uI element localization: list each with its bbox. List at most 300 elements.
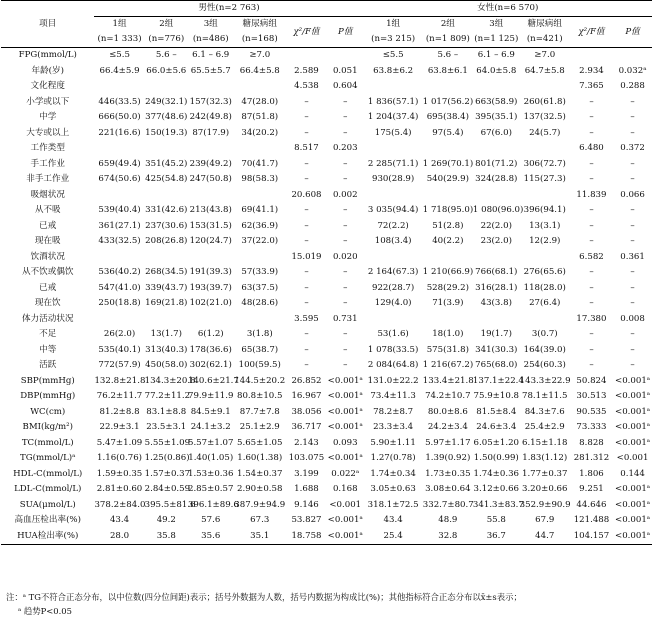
male-value: 13(1.7) [150, 329, 182, 340]
row-label: 大专或以上 [26, 127, 70, 138]
male-p: – [343, 236, 348, 247]
female-value: 1.83(1.12) [522, 453, 568, 464]
male-p: – [343, 360, 348, 371]
row-label: TC(mmol/L) [21, 437, 74, 448]
male-value: 87(17.9) [192, 127, 230, 138]
male-p: 0.020 [332, 251, 358, 262]
female-value: 24.6±3.4 [476, 422, 517, 433]
male-value: 772(57.9) [98, 360, 141, 371]
male-value [94, 312, 144, 328]
row-label: 已戒 [39, 220, 57, 231]
female-value [363, 141, 422, 157]
male-stat: 15.019 [291, 251, 322, 262]
female-value: 80.0±8.6 [427, 406, 468, 417]
male-value: 35.6 [188, 529, 234, 545]
female-stat: 30.513 [576, 391, 607, 402]
table-row [1, 482, 652, 498]
female-value: 3.05±0.63 [370, 484, 416, 495]
female-p: <0.001ᵃ [615, 422, 651, 433]
male-value: 237(30.6) [145, 220, 188, 231]
female-value: 6.15±1.18 [521, 437, 568, 448]
female-value: 5.6 – [437, 50, 459, 61]
male-value: 5.47±1.09 [96, 437, 143, 448]
male-value: 22.9±3.1 [99, 422, 140, 433]
female-p: – [630, 220, 635, 231]
male-value: 150(19.3) [145, 127, 188, 138]
male-value: 81.2±8.8 [99, 406, 140, 417]
male-value: 57.6 [201, 515, 221, 526]
male-value [234, 141, 286, 157]
female-value: 306(72.7) [523, 158, 566, 169]
header-row-2 [1, 17, 652, 33]
female-value: 395(35.1) [475, 112, 518, 123]
row-label: 从不吸 [34, 205, 61, 216]
female-p: 0.288 [620, 81, 645, 92]
male-value: 425(54.8) [145, 174, 188, 185]
female-value: 3.20±0.66 [521, 484, 568, 495]
female-value: 341(30.3) [475, 344, 518, 355]
footnote-line-1: 注：ᵃ TG不符合正态分布，以中位数(四分位间距)表示；括号外数据为人数，括号内数据为构成比(%)；其他指标符合正态分布以x̄±s表示； [6, 592, 522, 602]
female-value [473, 250, 520, 266]
male-value [145, 141, 188, 157]
female-value: 115(27.3) [523, 174, 566, 185]
male-p-header: P值 [327, 17, 363, 48]
female-stat: 121.488 [573, 515, 610, 526]
female-value: 23(2.0) [480, 236, 512, 247]
male-value: 49.2 [156, 515, 176, 526]
female-value: 18(1.0) [432, 329, 464, 340]
female-value [423, 188, 473, 204]
female-p: – [630, 344, 635, 355]
row-label: DBP(mmHg) [20, 391, 76, 402]
male-stat: 2.143 [294, 437, 319, 448]
male-p: 0.604 [332, 81, 358, 92]
female-stat: 6.582 [579, 251, 604, 262]
female-stat: – [589, 236, 594, 247]
female-p: <0.001ᵃ [613, 529, 652, 545]
female-value: 131.0±22.2 [367, 375, 419, 386]
male-value: 1.57±0.37 [144, 468, 191, 479]
male-stat: – [304, 236, 309, 247]
female-stat: 104.157 [570, 529, 613, 545]
female-value: 1 216(67.2) [422, 360, 474, 371]
table-row [1, 110, 652, 126]
male-value: 5.57±1.07 [187, 437, 234, 448]
female-value: 25.4±2.9 [524, 422, 565, 433]
male-value: 539(40.4) [98, 205, 141, 216]
female-stat: 8.828 [579, 437, 604, 448]
female-value: ≥7.0 [534, 50, 556, 61]
female-value [423, 141, 473, 157]
male-p: – [343, 96, 348, 107]
male-value: 77.2±11.2 [144, 391, 191, 402]
female-stat: 73.333 [576, 422, 607, 433]
female-value: 48.9 [438, 515, 458, 526]
footnote-line-2: ᵃ 趋势P<0.05 [18, 606, 72, 616]
female-value: 129(4.0) [374, 298, 412, 309]
male-value [188, 188, 234, 204]
male-p: <0.001ᵃ [327, 375, 363, 386]
row-label: 吸烟状况 [30, 189, 65, 200]
male-value: 23.5±3.1 [146, 422, 187, 433]
male-value: 63(37.5) [241, 282, 279, 293]
female-value: 1.73±0.35 [425, 468, 471, 479]
row-label: FPG(mmol/L) [18, 50, 77, 61]
female-value: 78.1±11.5 [521, 391, 568, 402]
female-p: – [630, 298, 635, 309]
female-value: 1.74±0.36 [473, 468, 520, 479]
female-value: 23.3±3.4 [373, 422, 414, 433]
table-row [1, 529, 652, 545]
male-p: – [343, 174, 348, 185]
female-stat: 90.535 [576, 406, 607, 417]
male-value: 536(40.2) [98, 267, 141, 278]
male-count-dm: (n=168) [234, 32, 286, 48]
female-stat: 11.839 [576, 189, 607, 200]
male-value: 1.54±0.37 [237, 468, 283, 479]
female-stat: – [589, 360, 594, 371]
male-stat: – [304, 158, 309, 169]
female-value [423, 250, 473, 266]
male-group-dm: 糖尿病组 [242, 19, 277, 30]
female-value [363, 79, 422, 95]
row-label: 现在饮 [34, 298, 61, 309]
female-value: 36.7 [473, 529, 520, 545]
male-value: 65.5±5.7 [190, 65, 231, 76]
male-stat: 103.075 [288, 453, 325, 464]
female-value: 84.3±7.6 [524, 406, 565, 417]
female-value: 540(29.9) [426, 174, 469, 185]
female-value: 276(65.6) [523, 267, 566, 278]
female-value [520, 250, 570, 266]
row-label: 中等 [39, 344, 57, 355]
row-label: TG(mmol/L)ᵃ [20, 453, 76, 464]
male-value: 1.60(1.38) [237, 453, 283, 464]
male-value: 377(48.6) [145, 112, 188, 123]
male-value: 450(58.0) [145, 360, 188, 371]
female-group-3: 3组 [489, 19, 504, 30]
male-value: 5.65±1.05 [237, 437, 283, 448]
female-value: 318.1±72.5 [367, 499, 419, 510]
male-value: 84.5±9.1 [190, 406, 231, 417]
female-value: 32.8 [423, 529, 473, 545]
male-stat: – [304, 127, 309, 138]
male-stat: 38.056 [291, 406, 322, 417]
male-value: 140.6±21.7 [187, 375, 239, 386]
row-label: WC(cm) [30, 406, 66, 417]
table-row [1, 141, 652, 157]
male-value [94, 141, 144, 157]
male-value: 221(16.6) [98, 127, 141, 138]
male-value: 178(36.6) [189, 344, 232, 355]
male-group-1: 1组 [112, 19, 127, 30]
female-value: 44.7 [520, 529, 570, 545]
female-value: 43.4 [383, 515, 403, 526]
male-value: 69(41.1) [241, 205, 279, 216]
male-value [145, 79, 188, 95]
male-stat: 16.967 [291, 391, 322, 402]
male-value: 5.6 – [155, 50, 177, 61]
male-value: 6.1 – 6.9 [192, 50, 230, 61]
female-value: 1.50(0.99) [473, 453, 519, 464]
female-stat: 1.806 [579, 468, 604, 479]
female-p: <0.001ᵃ [615, 437, 651, 448]
male-count-1: (n=1 333) [94, 32, 144, 48]
male-value: 250(18.8) [98, 298, 141, 309]
male-p: – [343, 158, 348, 169]
female-p: <0.001 [616, 453, 649, 464]
female-p: – [630, 236, 635, 247]
female-p: <0.001ᵃ [615, 515, 651, 526]
male-value: 79.9±11.9 [187, 391, 234, 402]
male-p: – [343, 344, 348, 355]
female-p: 0.066 [620, 189, 645, 200]
male-stat: 20.608 [291, 189, 322, 200]
row-label: SUA(μmol/L) [19, 499, 76, 510]
table-row [1, 420, 652, 436]
table-row [1, 451, 652, 467]
row-label: 工作类型 [30, 143, 65, 154]
male-value [188, 312, 234, 328]
female-stat: 2.934 [579, 65, 604, 76]
female-value: ≤5.5 [382, 50, 404, 61]
male-value: 331(42.6) [145, 205, 188, 216]
table-row [1, 265, 652, 281]
male-value [234, 79, 286, 95]
female-value: 67.9 [535, 515, 555, 526]
female-value: 1 017(56.2) [422, 96, 474, 107]
female-count-3: (n=1 125) [473, 32, 520, 48]
female-value: 64.0±5.8 [476, 65, 517, 76]
male-value: 169(21.8) [145, 298, 188, 309]
male-p: 0.168 [332, 484, 358, 495]
male-count-3: (n=486) [188, 32, 234, 48]
male-value: 191(39.3) [189, 267, 232, 278]
male-value: 67.3 [250, 515, 270, 526]
male-value: 351(45.2) [145, 158, 188, 169]
female-stat: 281.312 [573, 453, 610, 464]
female-value: 575(31.8) [426, 344, 469, 355]
female-value: 27(6.4) [529, 298, 561, 309]
male-p: – [343, 267, 348, 278]
row-label: 小学或以下 [26, 96, 70, 107]
female-stat: – [589, 329, 594, 340]
table-row [1, 467, 652, 483]
female-value: 53(1.6) [377, 329, 409, 340]
female-p: 0.008 [620, 313, 645, 324]
male-stat: 4.538 [294, 81, 319, 92]
male-value: 83.1±8.8 [146, 406, 187, 417]
male-value: 433(32.5) [98, 236, 141, 247]
female-stat: 50.824 [576, 375, 607, 386]
table-row [1, 126, 652, 142]
male-stat: 3.595 [294, 313, 319, 324]
female-value: 74.2±10.7 [425, 391, 471, 402]
male-stat [286, 48, 327, 64]
row-label: 活跃 [39, 360, 57, 371]
female-value: 3 035(94.4) [367, 205, 419, 216]
male-p: 0.051 [332, 65, 358, 76]
female-count-dm: (n=421) [520, 32, 570, 48]
female-value: 3.08±0.64 [425, 484, 471, 495]
male-value: 247(50.8) [189, 174, 232, 185]
female-p: – [630, 158, 635, 169]
male-value: 249(32.1) [145, 96, 188, 107]
male-value: 34(20.2) [241, 127, 279, 138]
male-value: 28.0 [94, 529, 144, 545]
male-value [234, 312, 286, 328]
row-label: BMI(kg/m²) [22, 422, 73, 433]
male-p [327, 48, 363, 64]
male-chi-header: χ²/F值 [286, 17, 327, 48]
male-value [145, 312, 188, 328]
female-p: – [630, 112, 635, 123]
female-value: 55.8 [486, 515, 506, 526]
female-p: <0.001ᵃ [615, 484, 651, 495]
male-value: 239(49.2) [189, 158, 232, 169]
male-stat: – [304, 267, 309, 278]
female-value [423, 79, 473, 95]
male-value: 5.55±1.09 [144, 437, 191, 448]
male-value: 134.3±20.8 [144, 375, 196, 386]
row-label: 体力活动状况 [21, 313, 74, 324]
male-value [234, 250, 286, 266]
female-value: 118(28.0) [523, 282, 566, 293]
male-value: 547(41.0) [98, 282, 141, 293]
male-value: 535(40.1) [98, 344, 141, 355]
female-stat: 9.251 [579, 484, 604, 495]
table-row [1, 513, 652, 529]
female-value: 3(0.7) [531, 329, 558, 340]
row-label: 年龄(岁) [31, 65, 64, 76]
female-value: 75.9±10.8 [473, 391, 520, 402]
female-value: 72(2.2) [377, 220, 409, 231]
table-row [1, 327, 652, 343]
row-label: 现在吸 [34, 236, 61, 247]
female-p: <0.001ᵃ [615, 391, 651, 402]
female-p: <0.001ᵃ [615, 375, 651, 386]
table-row [1, 79, 652, 95]
female-value: 766(68.1) [475, 267, 518, 278]
female-group-dm: 糖尿病组 [527, 19, 562, 30]
male-stat: 53.827 [291, 515, 322, 526]
male-value: 242(49.8) [189, 112, 232, 123]
male-value: 302(62.1) [189, 360, 232, 371]
table-row [1, 95, 652, 111]
male-value: 26(2.0) [103, 329, 136, 340]
male-value: 157(32.3) [189, 96, 232, 107]
male-value: 213(43.8) [189, 205, 232, 216]
male-p: 0.093 [332, 437, 358, 448]
female-value: 2 164(67.3) [367, 267, 419, 278]
male-stat: – [304, 360, 309, 371]
male-value: ≤5.5 [109, 50, 130, 61]
row-label: 中学 [39, 112, 57, 123]
female-value [473, 312, 520, 328]
male-value: 25.1±2.9 [239, 422, 280, 433]
female-value: 5.97±1.17 [425, 437, 471, 448]
female-stat: – [589, 298, 594, 309]
row-label: 已戒 [39, 282, 57, 293]
male-value: 87.7±7.8 [239, 406, 280, 417]
male-p: 0.731 [332, 313, 358, 324]
male-value: 208(26.8) [145, 236, 188, 247]
male-value: 65(38.7) [241, 344, 279, 355]
female-value: 24(5.7) [529, 127, 561, 138]
male-value: 6(1.2) [197, 329, 224, 340]
male-value [94, 79, 144, 95]
male-stat: – [304, 344, 309, 355]
row-label: HDL-C(mmol/L) [13, 468, 83, 479]
female-value: 1 836(57.1) [367, 96, 419, 107]
male-value: 48(28.6) [241, 298, 279, 309]
male-value: 2.90±0.58 [237, 484, 283, 495]
female-value: 1 080(96.0) [472, 205, 524, 216]
female-stat: 44.646 [576, 499, 607, 510]
row-label: 手工作业 [30, 158, 65, 169]
female-p [613, 48, 652, 64]
female-value: 316(28.1) [475, 282, 518, 293]
male-value: 100(59.5) [238, 360, 281, 371]
female-value: 22(2.0) [480, 220, 512, 231]
row-label: LDL-C(mmol/L) [14, 484, 82, 495]
female-value: 1 078(33.5) [367, 344, 419, 355]
male-value: 313(40.3) [145, 344, 188, 355]
male-value [145, 250, 188, 266]
male-value: 66.4±5.9 [99, 65, 140, 76]
female-value: 12(2.9) [529, 236, 561, 247]
male-value: 70(41.7) [241, 158, 279, 169]
row-label: 非手工作业 [26, 174, 70, 185]
male-value: 62(36.9) [241, 220, 279, 231]
female-value: 71(3.9) [432, 298, 464, 309]
table-row [1, 203, 652, 219]
male-stat: – [304, 220, 309, 231]
female-value: 1.77±0.37 [521, 468, 568, 479]
female-p: <0.001ᵃ [615, 406, 651, 417]
male-value: 1.59±0.35 [96, 468, 143, 479]
female-p: <0.001ᵃ [615, 499, 651, 510]
female-chi-header: χ²/F值 [570, 17, 613, 48]
female-value: 6.05±1.20 [473, 437, 520, 448]
male-value: 1.53±0.36 [187, 468, 234, 479]
table-footnote [6, 590, 646, 618]
female-stat: – [589, 344, 594, 355]
male-stat: – [304, 205, 309, 216]
male-value: 659(49.4) [98, 158, 141, 169]
male-value: 47(28.0) [241, 96, 279, 107]
male-value: 1.40(1.05) [188, 453, 234, 464]
female-value [520, 312, 570, 328]
female-value [363, 188, 422, 204]
male-value: 396.1±89.6 [187, 499, 239, 510]
male-value: 87(51.8) [241, 112, 279, 123]
header-row-1 [1, 1, 652, 17]
male-p: – [343, 205, 348, 216]
male-p: <0.001ᵃ [327, 515, 363, 526]
female-value: 137.1±22.4 [472, 375, 524, 386]
female-value: 254(60.3) [523, 360, 566, 371]
male-group-3: 3组 [203, 19, 218, 30]
male-value: 378.2±84.0 [94, 499, 146, 510]
female-value: 324(28.8) [475, 174, 518, 185]
female-value: 78.2±8.7 [373, 406, 414, 417]
female-p-header: P值 [613, 17, 652, 48]
female-value: 1 718(95.0) [422, 205, 474, 216]
female-value: 43(3.8) [480, 298, 512, 309]
female-value [520, 141, 570, 157]
male-stat: 2.589 [294, 65, 319, 76]
